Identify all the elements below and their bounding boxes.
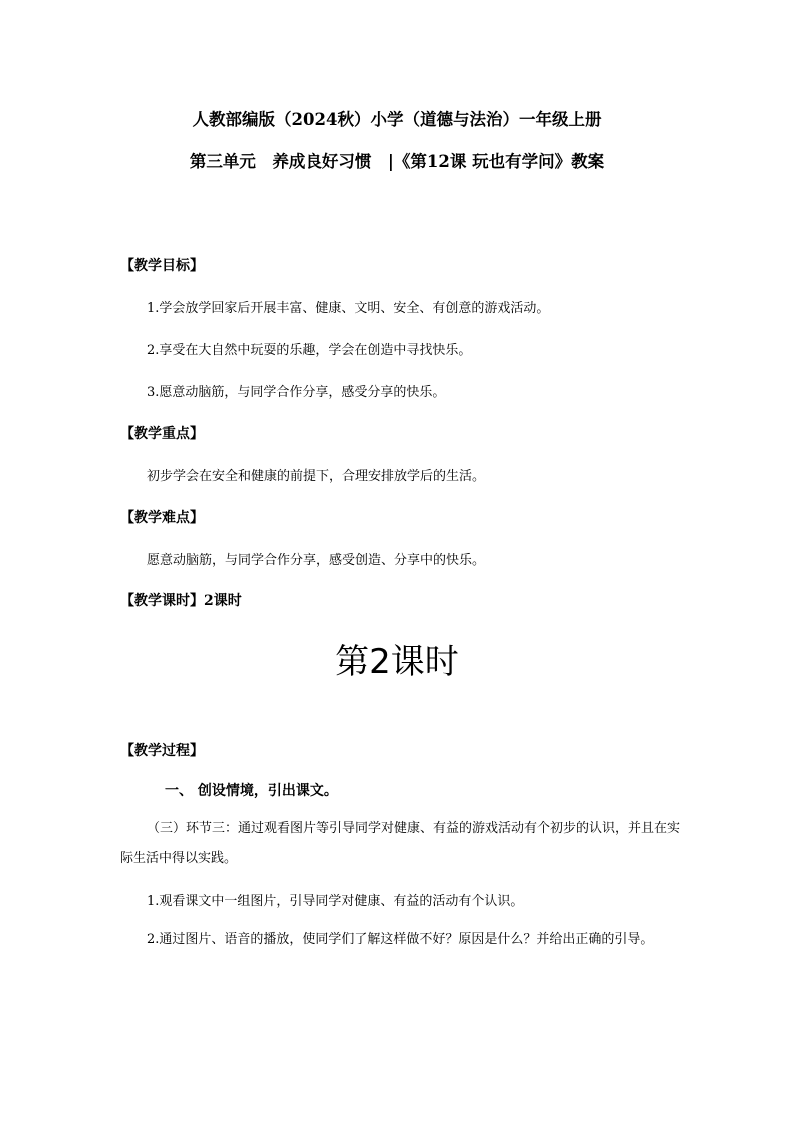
objectives-heading: 【教学目标】 bbox=[120, 258, 204, 274]
class-hours-heading: 【教学课时】2课时 bbox=[120, 593, 242, 609]
objective-item-1: 1.学会放学回家后开展丰富、健康、文明、安全、有创意的游戏活动。 bbox=[147, 301, 550, 316]
lesson-title: 第2课时 bbox=[335, 642, 459, 682]
process-section-1: 一、 创设情境，引出课文。 bbox=[165, 783, 338, 799]
objective-item-3: 3.愿意动脑筋，与同学合作分享，感受分享的快乐。 bbox=[147, 385, 446, 400]
difficulties-text: 愿意动脑筋，与同学合作分享，感受创造、分享中的快乐。 bbox=[147, 553, 486, 568]
document-title-line1: 人教部编版（2024秋）小学（道德与法治）一年级上册 bbox=[192, 110, 602, 129]
process-item-1: 1.观看课文中一组图片，引导同学对健康、有益的活动有个认识。 bbox=[147, 894, 524, 909]
objective-item-2: 2.享受在大自然中玩耍的乐趣，学会在创造中寻找快乐。 bbox=[147, 343, 472, 358]
process-item-2: 2.通过图片、语音的播放，使同学们了解这样做不好？原因是什么？并给出正确的引导。 bbox=[147, 932, 654, 947]
process-step-3: （三）环节三：通过观看图片等引导同学对健康、有益的游戏活动有个初步的认识，并且在实际生活中得以实践。 bbox=[120, 821, 681, 866]
key-points-text: 初步学会在安全和健康的前提下，合理安排放学后的生活。 bbox=[147, 469, 486, 484]
key-points-heading: 【教学重点】 bbox=[120, 426, 204, 442]
difficulties-heading: 【教学难点】 bbox=[120, 510, 204, 526]
document-title-line2: 第三单元 养成良好习惯 |《第12课 玩也有学问》教案 bbox=[189, 152, 605, 171]
process-heading: 【教学过程】 bbox=[120, 743, 204, 759]
